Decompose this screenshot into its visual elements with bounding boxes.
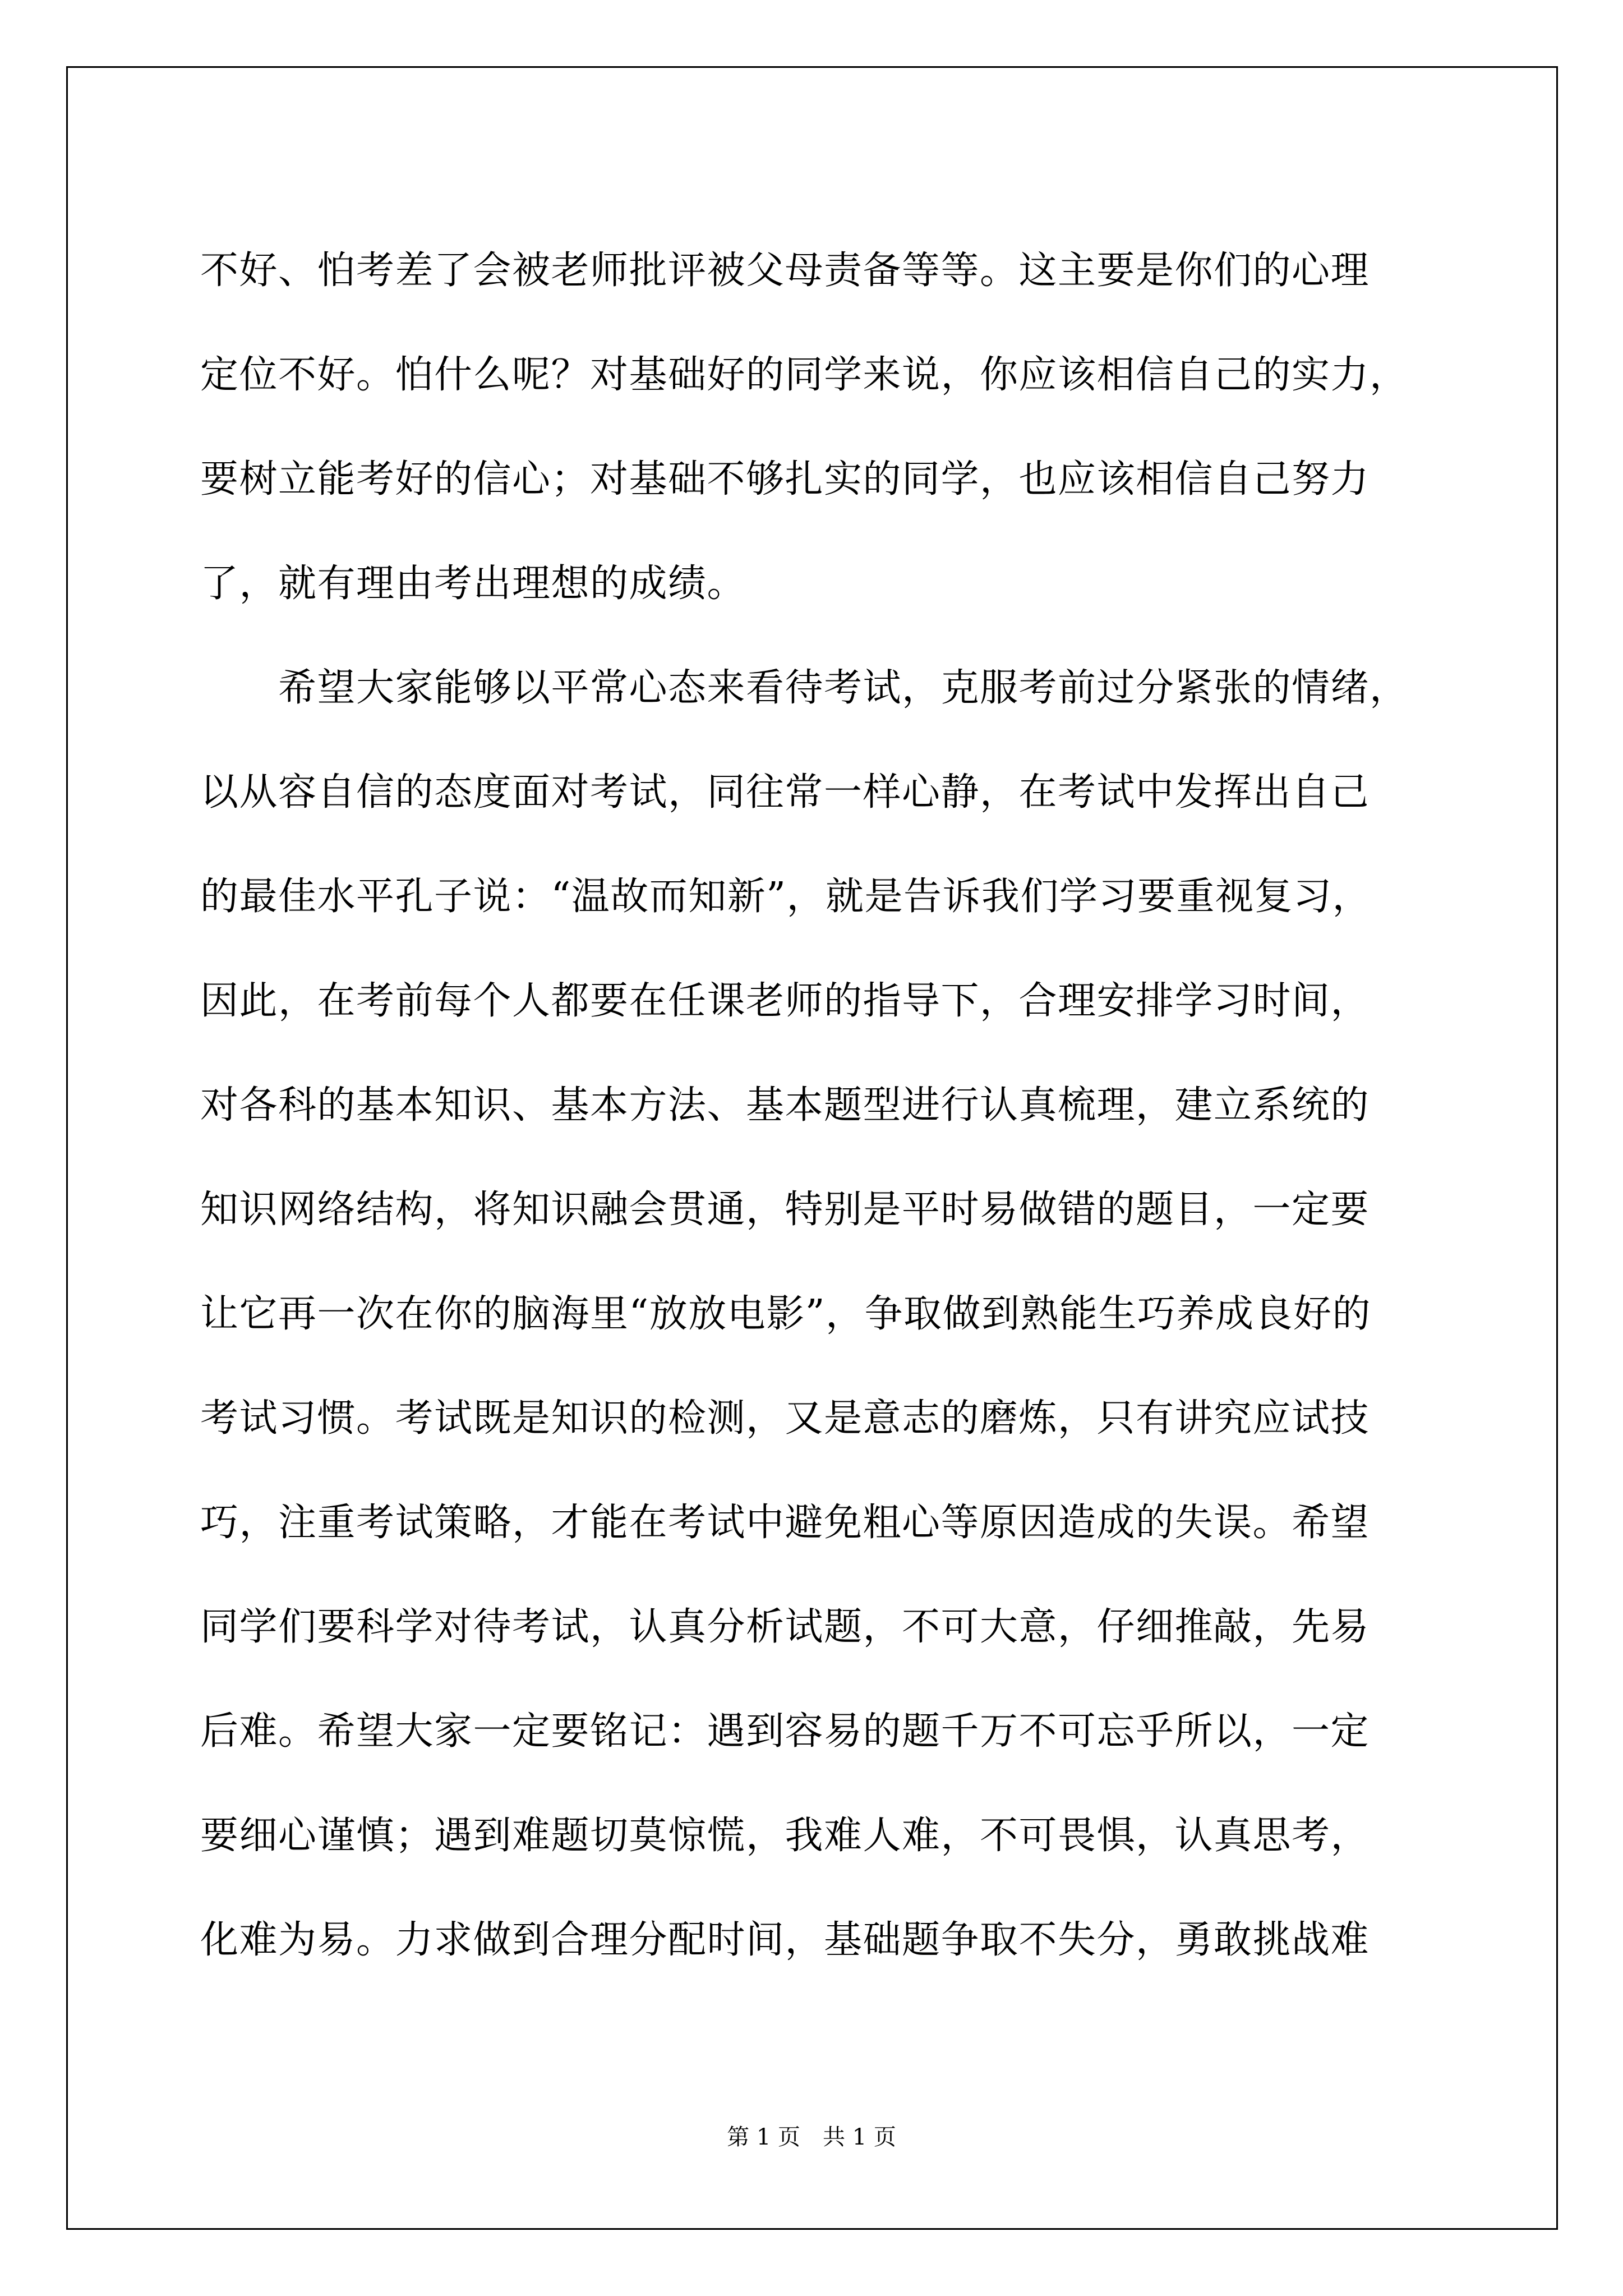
text-line: 巧，注重考试策略，才能在考试中避免粗心等原因造成的失误。希望 <box>200 1501 1370 1545</box>
page-number-footer: 第 1 页 共 1 页 <box>727 2124 896 2150</box>
text-line: 希望大家能够以平常心态来看待考试，克服考前过分紧张的情绪， <box>200 666 1409 710</box>
text-line: 因此，在考前每个人都要在任课老师的指导下，合理安排学习时间， <box>200 979 1370 1023</box>
text-line: 不好、怕考差了会被老师批评被父母责备等等。这主要是你们的心理 <box>200 249 1370 293</box>
document-body <box>200 219 1428 1993</box>
text-line: 同学们要科学对待考试，认真分析试题，不可大意，仔细推敲，先易 <box>200 1605 1370 1649</box>
text-line: 后难。希望大家一定要铭记：遇到容易的题千万不可忘乎所以，一定 <box>200 1709 1370 1754</box>
text-line: 了，就有理由考出理想的成绩。 <box>200 562 746 606</box>
text-line: 知识网络结构，将知识融会贯通，特别是平时易做错的题目，一定要 <box>200 1188 1370 1232</box>
text-line: 定位不好。怕什么呢？对基础好的同学来说，你应该相信自己的实力， <box>200 353 1409 397</box>
text-line: 化难为易。力求做到合理分配时间，基础题争取不失分，勇敢挑战难 <box>200 1918 1370 1962</box>
text-line: 对各科的基本知识、基本方法、基本题型进行认真梳理，建立系统的 <box>200 1083 1370 1128</box>
text-line: 以从容自信的态度面对考试，同往常一样心静，在考试中发挥出自己 <box>200 770 1370 815</box>
text-line: 要细心谨慎；遇到难题切莫惊慌，我难人难，不可畏惧，认真思考， <box>200 1814 1370 1858</box>
text-line: 要树立能考好的信心；对基础不够扎实的同学，也应该相信自己努力 <box>200 457 1370 501</box>
text-line: 的最佳水平孔子说：“温故而知新”，就是告诉我们学习要重视复习， <box>200 875 1372 919</box>
text-line: 让它再一次在你的脑海里“放放电影”，争取做到熟能生巧养成良好的 <box>200 1292 1372 1336</box>
text-line: 考试习惯。考试既是知识的检测，又是意志的磨炼，只有讲究应试技 <box>200 1396 1370 1441</box>
